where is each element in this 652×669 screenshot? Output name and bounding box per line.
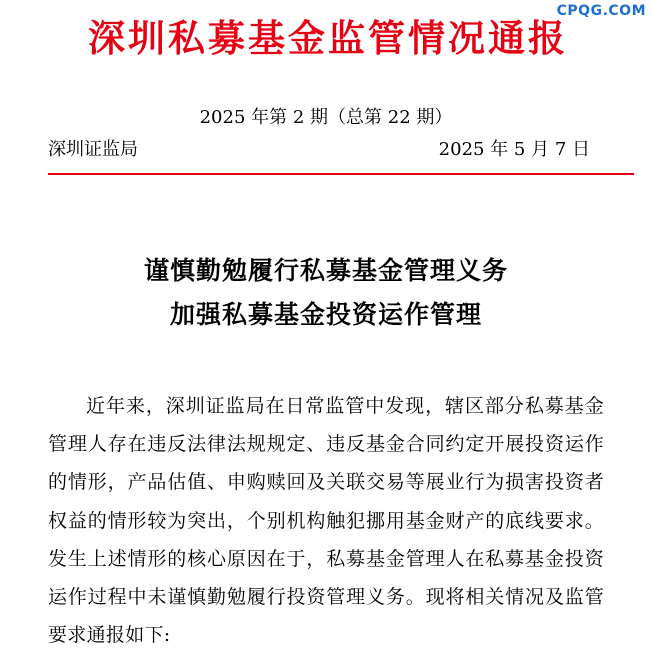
issuing-authority: 深圳证监局	[48, 139, 138, 160]
body-paragraph: 近年来，深圳证监局在日常监管中发现，辖区部分私募基金管理人存在违反法律法规规定、违反基金合同约定开展投资运作的情形，产品估值、申购赎回及关联交易等展业行为损害投资者权益的情形较为突出，个别机构触犯挪用基金财产的底线要求。发生上述情形的核心原因在于，私募基金管理人在私募基金投资运作过程中未谨慎勤勉履行投资管理义务。现将相关情况及监管要求通报如下:	[48, 395, 604, 647]
issue-number: 2025 年第 2 期（总第 22 期）	[199, 107, 453, 128]
red-divider	[48, 173, 634, 175]
masthead-title: 深圳私募基金监管情况通报	[88, 16, 568, 60]
issue-date: 2025 年 5 月 7 日	[438, 139, 590, 160]
watermark: CPQG.COM	[556, 3, 646, 19]
article-title-line-2: 加强私募基金投资运作管理	[169, 300, 482, 329]
article-title-line-1: 谨慎勤勉履行私募基金管理义务	[143, 256, 508, 285]
